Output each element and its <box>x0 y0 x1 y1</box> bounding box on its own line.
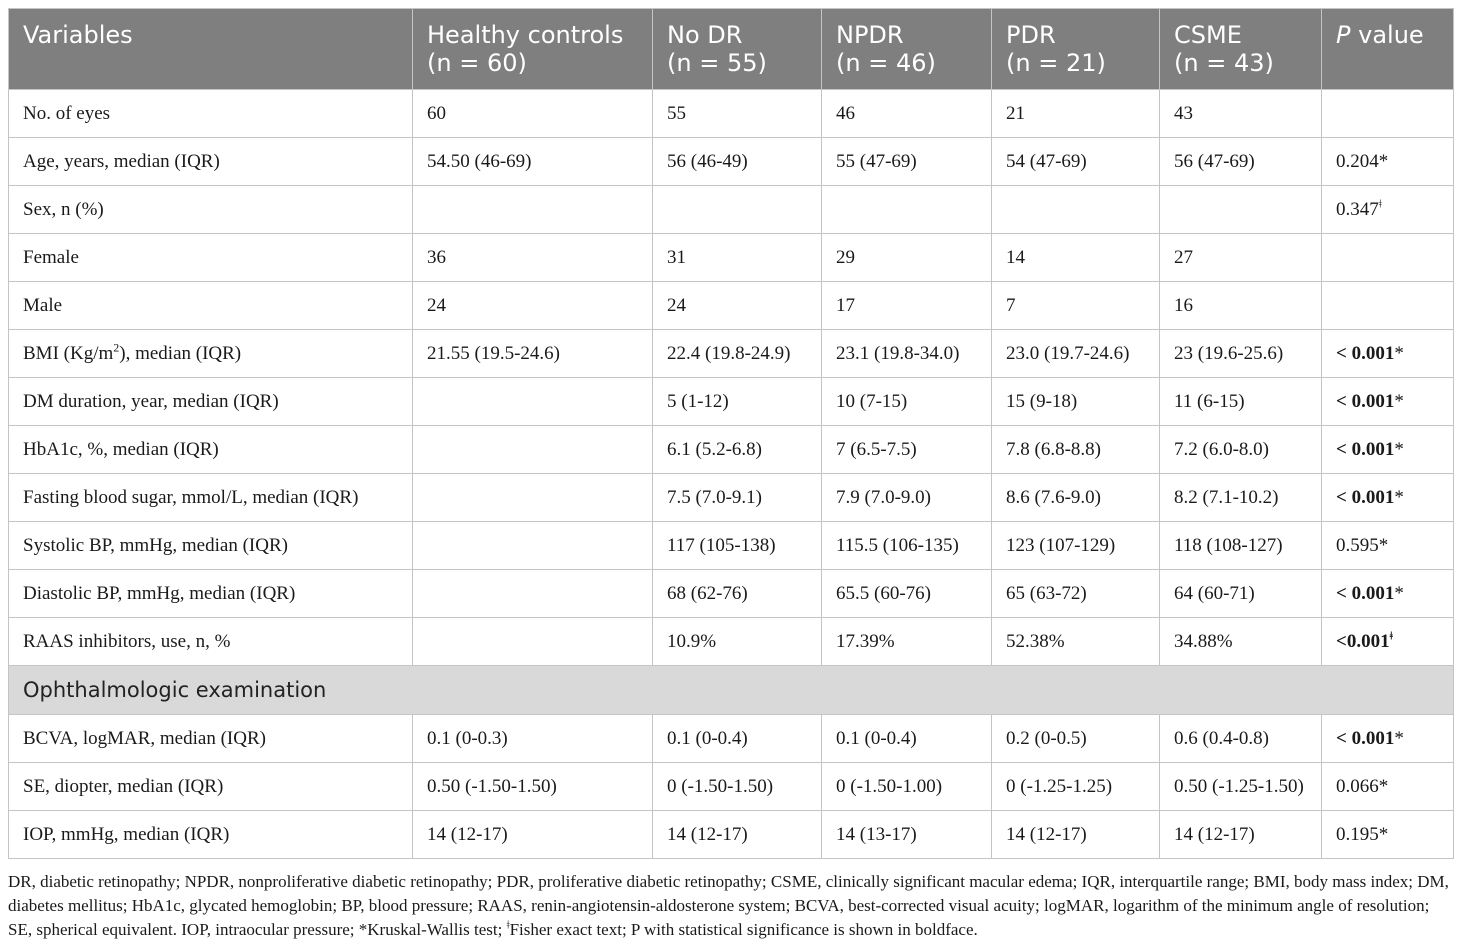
table-cell <box>413 474 653 522</box>
p-value: < 0.001 <box>1336 438 1395 460</box>
table-cell: 36 <box>413 234 653 282</box>
table-cell: 65.5 (60-76) <box>822 570 992 618</box>
table-cell: 55 <box>653 90 822 138</box>
table-cell: 68 (62-76) <box>653 570 822 618</box>
table-cell <box>992 186 1160 234</box>
p-value-cell <box>1322 811 1454 859</box>
table-cell: 55 (47-69) <box>822 138 992 186</box>
row-label: BCVA, logMAR, median (IQR) <box>9 715 413 763</box>
table-cell: 6.1 (5.2-6.8) <box>653 426 822 474</box>
row-label: Female <box>9 234 413 282</box>
row-label: RAAS inhibitors, use, n, % <box>9 618 413 666</box>
table-cell: 23.0 (19.7-24.6) <box>992 330 1160 378</box>
header-pdr: PDR (n = 21) <box>992 9 1160 90</box>
table-row <box>9 474 1454 522</box>
footnote-part2: Fisher exact text; P with statistical significance is shown in boldface. <box>509 920 978 939</box>
table-cell: 29 <box>822 234 992 282</box>
table-cell <box>413 186 653 234</box>
p-value: < 0.001 <box>1336 342 1395 364</box>
table-cell: 0.1 (0-0.3) <box>413 715 653 763</box>
p-value: 0.066 <box>1336 775 1379 797</box>
table-cell: 0.2 (0-0.5) <box>992 715 1160 763</box>
header-npdr: NPDR (n = 46) <box>822 9 992 90</box>
table-cell: 46 <box>822 90 992 138</box>
table-row <box>9 138 1454 186</box>
p-value: 0.347 <box>1336 198 1379 220</box>
p-value-mark: * <box>1394 582 1404 604</box>
table-cell: 8.6 (7.6-9.0) <box>992 474 1160 522</box>
table-cell: 43 <box>1160 90 1322 138</box>
table-cell: 21.55 (19.5-24.6) <box>413 330 653 378</box>
table-cell: 22.4 (19.8-24.9) <box>653 330 822 378</box>
table-footnote <box>8 870 1456 942</box>
p-value: < 0.001 <box>1336 486 1395 508</box>
table-cell: 31 <box>653 234 822 282</box>
row-label-part: BMI (Kg/m <box>23 342 114 364</box>
table-cell: 0.50 (-1.25-1.50) <box>1160 763 1322 811</box>
table-cell: 34.88% <box>1160 618 1322 666</box>
table-cell <box>413 522 653 570</box>
table-cell <box>653 186 822 234</box>
p-value-cell <box>1322 570 1454 618</box>
table-cell: 52.38% <box>992 618 1160 666</box>
table-cell: 7 <box>992 282 1160 330</box>
table-cell: 14 (12-17) <box>1160 811 1322 859</box>
table-cell: 14 (12-17) <box>413 811 653 859</box>
table-cell: 5 (1-12) <box>653 378 822 426</box>
table-cell: 23.1 (19.8-34.0) <box>822 330 992 378</box>
table-cell: 117 (105-138) <box>653 522 822 570</box>
p-value: < 0.001 <box>1336 582 1395 604</box>
p-value-cell <box>1322 715 1454 763</box>
table-cell: 14 (12-17) <box>992 811 1160 859</box>
table-cell: 60 <box>413 90 653 138</box>
row-label: Diastolic BP, mmHg, median (IQR) <box>9 570 413 618</box>
p-value: 0.195 <box>1336 823 1379 845</box>
row-label: SE, diopter, median (IQR) <box>9 763 413 811</box>
table-cell: 123 (107-129) <box>992 522 1160 570</box>
table-cell <box>1160 186 1322 234</box>
table-row <box>9 90 1454 138</box>
table-cell: 7 (6.5-7.5) <box>822 426 992 474</box>
row-label-superscript: 2 <box>113 340 120 355</box>
table-cell: 17 <box>822 282 992 330</box>
table-cell: 0 (-1.50-1.00) <box>822 763 992 811</box>
section-row <box>9 666 1454 715</box>
table-row <box>9 522 1454 570</box>
table-cell: 14 <box>992 234 1160 282</box>
table-row <box>9 811 1454 859</box>
p-value-mark: * <box>1378 775 1389 797</box>
table-cell: 0.50 (-1.50-1.50) <box>413 763 653 811</box>
header-variables: Variables <box>9 9 413 90</box>
row-label <box>9 330 413 378</box>
table-cell: 0.1 (0-0.4) <box>822 715 992 763</box>
footnote-mark: ǂ <box>506 917 510 932</box>
p-value-mark: * <box>1394 438 1404 460</box>
p-value: 0.204 <box>1336 150 1379 172</box>
table-row <box>9 234 1454 282</box>
table-cell: 17.39% <box>822 618 992 666</box>
table-cell: 10 (7-15) <box>822 378 992 426</box>
table-cell: 0 (-1.50-1.50) <box>653 763 822 811</box>
header-no-dr: No DR (n = 55) <box>653 9 822 90</box>
p-value: 0.595 <box>1336 534 1379 556</box>
row-label: DM duration, year, median (IQR) <box>9 378 413 426</box>
table-cell: 0.1 (0-0.4) <box>653 715 822 763</box>
table-row <box>9 282 1454 330</box>
p-value: < 0.001 <box>1336 727 1395 749</box>
table-cell: 24 <box>413 282 653 330</box>
table-row <box>9 763 1454 811</box>
table-cell: 56 (47-69) <box>1160 138 1322 186</box>
table-cell: 21 <box>992 90 1160 138</box>
p-value-cell <box>1322 763 1454 811</box>
table-cell: 118 (108-127) <box>1160 522 1322 570</box>
p-value-mark: * <box>1394 486 1404 508</box>
table-row <box>9 426 1454 474</box>
table-cell: 54 (47-69) <box>992 138 1160 186</box>
header-csme: CSME (n = 43) <box>1160 9 1322 90</box>
p-value-mark: * <box>1394 390 1404 412</box>
row-label: HbA1c, %, median (IQR) <box>9 426 413 474</box>
table-cell: 0.6 (0.4-0.8) <box>1160 715 1322 763</box>
table-cell <box>413 618 653 666</box>
row-label: Sex, n (%) <box>9 186 413 234</box>
row-label-part: ), median (IQR) <box>119 342 242 364</box>
p-value-cell <box>1322 138 1454 186</box>
p-value-cell <box>1322 474 1454 522</box>
p-value-cell <box>1322 282 1454 330</box>
p-value-mark: * <box>1394 342 1404 364</box>
p-value-mark: * <box>1378 534 1389 556</box>
p-value-cell <box>1322 234 1454 282</box>
row-label: Fasting blood sugar, mmol/L, median (IQR) <box>9 474 413 522</box>
table-cell: 11 (6-15) <box>1160 378 1322 426</box>
row-label: Age, years, median (IQR) <box>9 138 413 186</box>
p-value-cell <box>1322 618 1454 666</box>
table-cell: 14 (13-17) <box>822 811 992 859</box>
table-cell <box>413 378 653 426</box>
p-value: <0.001 <box>1336 630 1390 652</box>
p-value-cell <box>1322 330 1454 378</box>
table-cell: 24 <box>653 282 822 330</box>
table-cell: 7.9 (7.0-9.0) <box>822 474 992 522</box>
table-cell <box>822 186 992 234</box>
row-label: IOP, mmHg, median (IQR) <box>9 811 413 859</box>
p-value-cell <box>1322 186 1454 234</box>
p-value-mark: ǂ <box>1378 196 1382 211</box>
table-cell <box>413 426 653 474</box>
table-cell: 7.2 (6.0-8.0) <box>1160 426 1322 474</box>
p-value-cell <box>1322 378 1454 426</box>
table-cell: 10.9% <box>653 618 822 666</box>
table-cell: 15 (9-18) <box>992 378 1160 426</box>
table-cell: 0 (-1.25-1.25) <box>992 763 1160 811</box>
p-value-mark: * <box>1394 727 1404 749</box>
table-cell <box>413 570 653 618</box>
footnote-part1: DR, diabetic retinopathy; NPDR, nonproliferative diabetic retinopathy; PDR, proliferative diabetic retinopathy; CSME, clinically significant macular edema; IQR, interquartile range; BMI, body mass index; DM, diabetes mellitus; HbA1c, glycated hemoglobin; BP, blood pressure; RAAS, renin-angiotensin-aldosterone system; BCVA, best-corrected visual acuity; logMAR, logarithm of the minimum angle of resolution; SE, spherical equivalent. IOP, intraocular pressure; *Kruskal-Wallis test; <box>8 872 1449 939</box>
table-row <box>9 618 1454 666</box>
p-value-mark: * <box>1378 823 1389 845</box>
header-row <box>9 9 1454 90</box>
p-value-cell <box>1322 522 1454 570</box>
row-label: Male <box>9 282 413 330</box>
p-value-cell <box>1322 90 1454 138</box>
table-row <box>9 378 1454 426</box>
table-row <box>9 570 1454 618</box>
p-value-mark: ǂ <box>1389 628 1393 643</box>
row-label: No. of eyes <box>9 90 413 138</box>
table-cell: 8.2 (7.1-10.2) <box>1160 474 1322 522</box>
row-label: Systolic BP, mmHg, median (IQR) <box>9 522 413 570</box>
table-cell: 16 <box>1160 282 1322 330</box>
table-cell: 7.8 (6.8-8.8) <box>992 426 1160 474</box>
section-title: Ophthalmologic examination <box>9 666 1454 715</box>
table-cell: 7.5 (7.0-9.1) <box>653 474 822 522</box>
table-cell: 115.5 (106-135) <box>822 522 992 570</box>
table-row <box>9 715 1454 763</box>
table-cell: 14 (12-17) <box>653 811 822 859</box>
p-value-cell <box>1322 426 1454 474</box>
results-table-container <box>8 8 1453 859</box>
table-cell: 27 <box>1160 234 1322 282</box>
table-cell: 65 (63-72) <box>992 570 1160 618</box>
p-value: < 0.001 <box>1336 390 1395 412</box>
table-row <box>9 186 1454 234</box>
table-row <box>9 330 1454 378</box>
table-cell: 23 (19.6-25.6) <box>1160 330 1322 378</box>
results-table <box>8 8 1454 859</box>
table-cell: 56 (46-49) <box>653 138 822 186</box>
header-healthy-controls: Healthy controls (n = 60) <box>413 9 653 90</box>
table-cell: 64 (60-71) <box>1160 570 1322 618</box>
table-cell: 54.50 (46-69) <box>413 138 653 186</box>
header-p-value: P value <box>1322 9 1454 90</box>
p-value-mark: * <box>1378 150 1389 172</box>
